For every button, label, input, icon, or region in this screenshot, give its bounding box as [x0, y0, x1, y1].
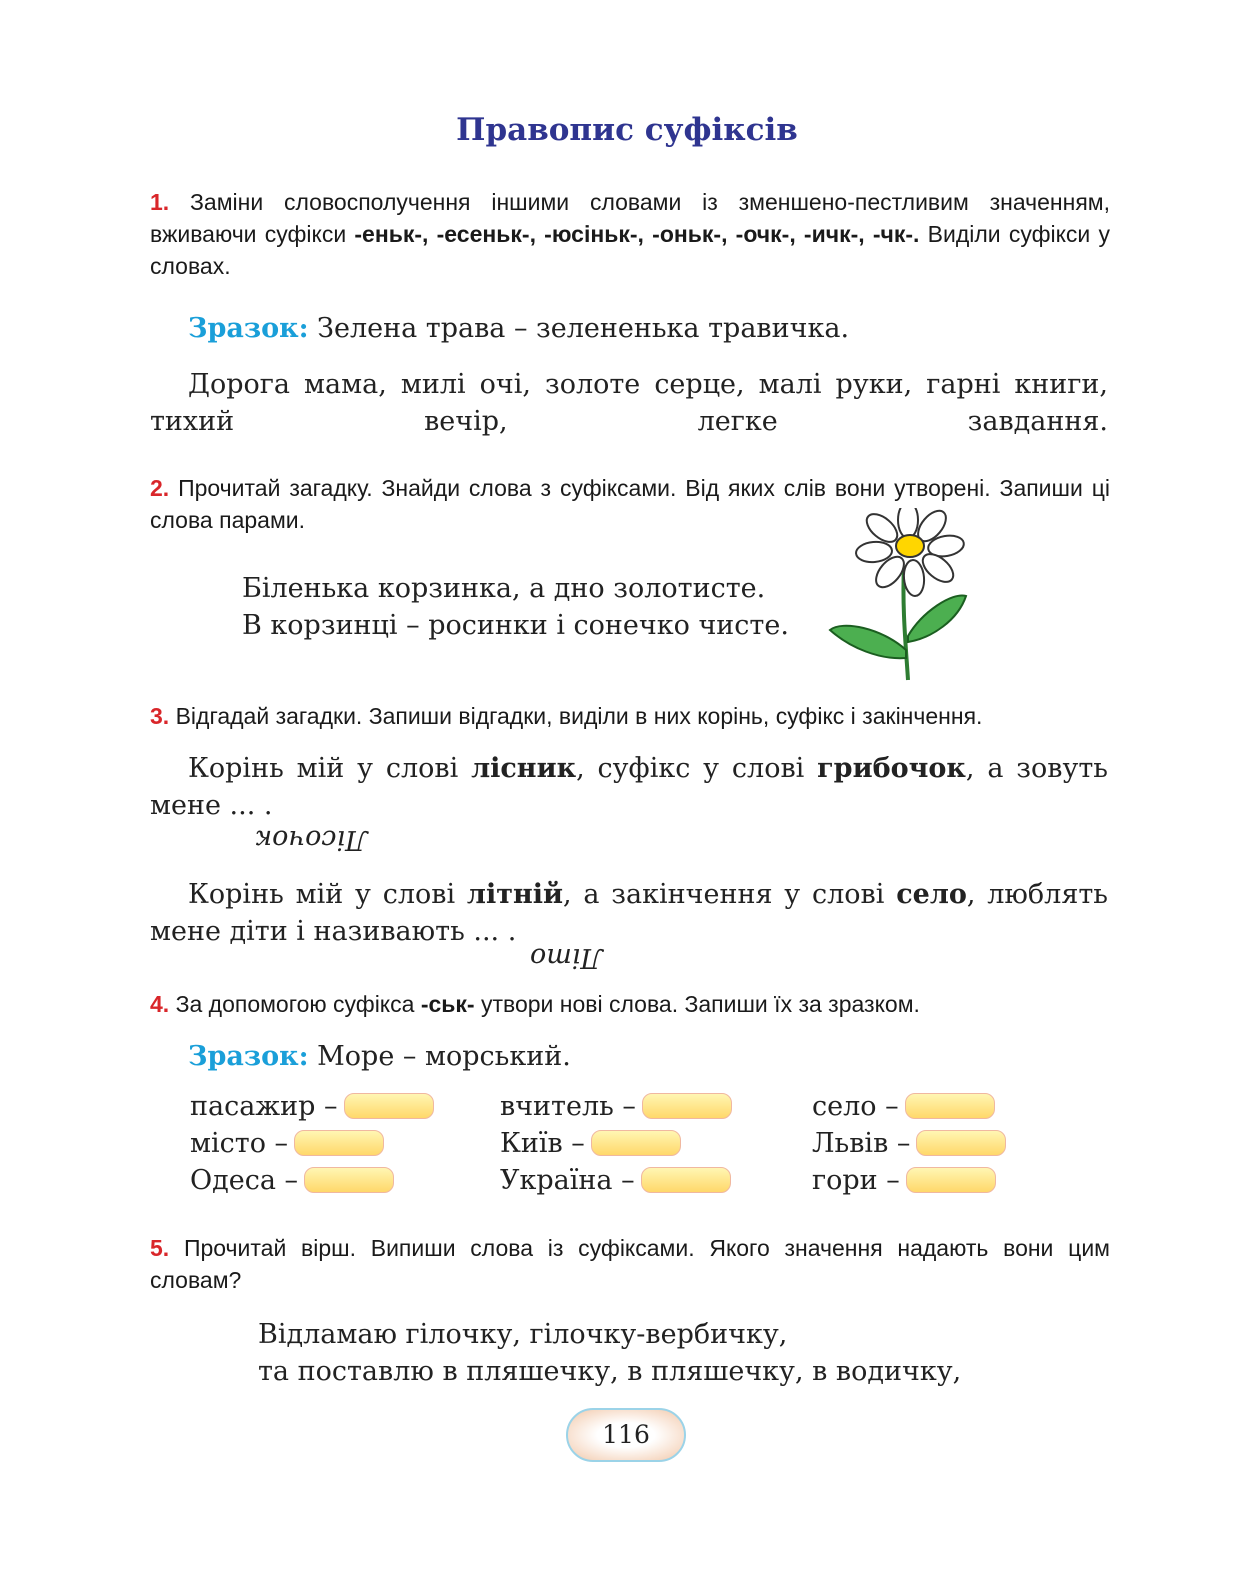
task-4-instruction: [150, 988, 1110, 1020]
word-item: [812, 1162, 996, 1199]
instruction-text: За допомогою суфікса: [175, 991, 421, 1017]
word-label: село –: [812, 1091, 899, 1122]
answer-box[interactable]: [294, 1130, 384, 1156]
word-label: місто –: [190, 1128, 289, 1159]
word-item: [812, 1125, 1006, 1162]
task-number: 3.: [150, 703, 170, 729]
riddle-line-1: Біленька корзинка, а дно золотисте.: [242, 573, 766, 604]
instruction-text: утвори нові слова. Запиши їх за зразком.: [474, 991, 920, 1017]
riddle-text: , а зовуть мене ... .: [150, 753, 1108, 821]
word-item: [812, 1088, 995, 1125]
answer-box[interactable]: [642, 1093, 732, 1119]
riddle-text: , а закінчення у слові: [563, 879, 897, 910]
poem-line-2: та поставлю в пляшечку, в пляшечку, в водичку,: [258, 1356, 962, 1387]
answer-box[interactable]: [905, 1093, 995, 1119]
answer-2-upside-down: Літо: [530, 942, 604, 973]
riddle-text: Корінь мій у слові: [188, 879, 467, 910]
task-1-body: Дорога мама, милі очі, золоте серце, малі руки, гарні книги, тихий вечір, легке завдання.: [150, 369, 1108, 437]
answer-box[interactable]: [641, 1167, 731, 1193]
riddle-keyword: літній: [466, 879, 563, 910]
instruction-text: Прочитай вірш. Випиши слова із суфіксами. Якого значення надають вони цим словам?: [150, 1235, 1110, 1293]
word-item: [190, 1088, 434, 1125]
riddle-text: , люблять мене діти і називають ... .: [150, 879, 1109, 947]
task-number: 1.: [150, 189, 170, 215]
suffix: -ськ-: [420, 991, 475, 1017]
word-item: [190, 1125, 384, 1162]
page-title: Правопис суфіксів: [456, 112, 798, 148]
riddle-keyword: лісник: [471, 753, 577, 784]
riddle-keyword: село: [896, 879, 967, 910]
word-item: [190, 1162, 394, 1199]
page-number: 116: [566, 1408, 686, 1462]
task-number: 4.: [150, 991, 170, 1017]
word-item: [500, 1088, 732, 1125]
task-5-instruction: [150, 1232, 1110, 1296]
sample-text: Зелена трава – зелененька травичка.: [317, 313, 850, 344]
riddle-line-2: В корзинці – росинки і сонечко чисте.: [242, 610, 789, 641]
task-1-sample: [188, 310, 849, 347]
word-item: [500, 1125, 681, 1162]
word-row: [190, 1125, 1050, 1162]
task-number: 2.: [150, 475, 170, 501]
answer-box[interactable]: [344, 1093, 434, 1119]
word-grid: [190, 1088, 1050, 1199]
instruction-text: Відгадай загадки. Запиши відгадки, виділи в них корінь, суфікс і закінчення.: [175, 703, 983, 729]
word-label: Одеса –: [190, 1165, 299, 1196]
riddle-text: Корінь мій у слові: [188, 753, 472, 784]
task-4-sample: [188, 1038, 571, 1075]
task-3-instruction: [150, 700, 1110, 732]
word-label: пасажир –: [190, 1091, 338, 1122]
answer-box[interactable]: [916, 1130, 1006, 1156]
word-item: [500, 1162, 731, 1199]
answer-box[interactable]: [304, 1167, 394, 1193]
answer-box[interactable]: [591, 1130, 681, 1156]
daisy-flower-icon: [822, 508, 972, 688]
word-label: Львів –: [812, 1128, 911, 1159]
word-label: гори –: [812, 1165, 900, 1196]
word-label: вчитель –: [500, 1091, 636, 1122]
riddle-text: , суфікс у слові: [576, 753, 818, 784]
poem-line-1: Відламаю гілочку, гілочку-вербичку,: [258, 1319, 788, 1350]
suffix-list: -еньк-, -есеньк-, -юсіньк-, -оньк-, -очк-, -ичк-, -чк-.: [354, 221, 920, 247]
answer-1-upside-down: Лісочок: [256, 824, 368, 855]
word-row: [190, 1162, 1050, 1199]
answer-box[interactable]: [906, 1167, 996, 1193]
sample-label: Зразок:: [188, 313, 309, 344]
task-1-instruction: [150, 186, 1110, 282]
riddle-keyword: грибочок: [817, 753, 966, 784]
sample-label: Зразок:: [188, 1041, 309, 1072]
riddle-2: [150, 876, 1108, 950]
instruction-text: Виділи суфікси у словах.: [150, 221, 1110, 279]
word-label: Київ –: [500, 1128, 585, 1159]
task-number: 5.: [150, 1235, 170, 1261]
word-row: [190, 1088, 1050, 1125]
daisy-flower-image: [822, 508, 972, 688]
instruction-text: Прочитай загадку. Знайди слова з суфіксами. Від яких слів вони утворені. Запиши ці слова парами.: [150, 475, 1111, 533]
instruction-text: Заміни словосполучення іншими словами із зменшено-пестливим значенням, вживаючи суфікси: [150, 189, 1110, 247]
word-label: Україна –: [500, 1165, 635, 1196]
riddle-1: [150, 750, 1108, 824]
sample-text: Море – морський.: [317, 1041, 571, 1072]
